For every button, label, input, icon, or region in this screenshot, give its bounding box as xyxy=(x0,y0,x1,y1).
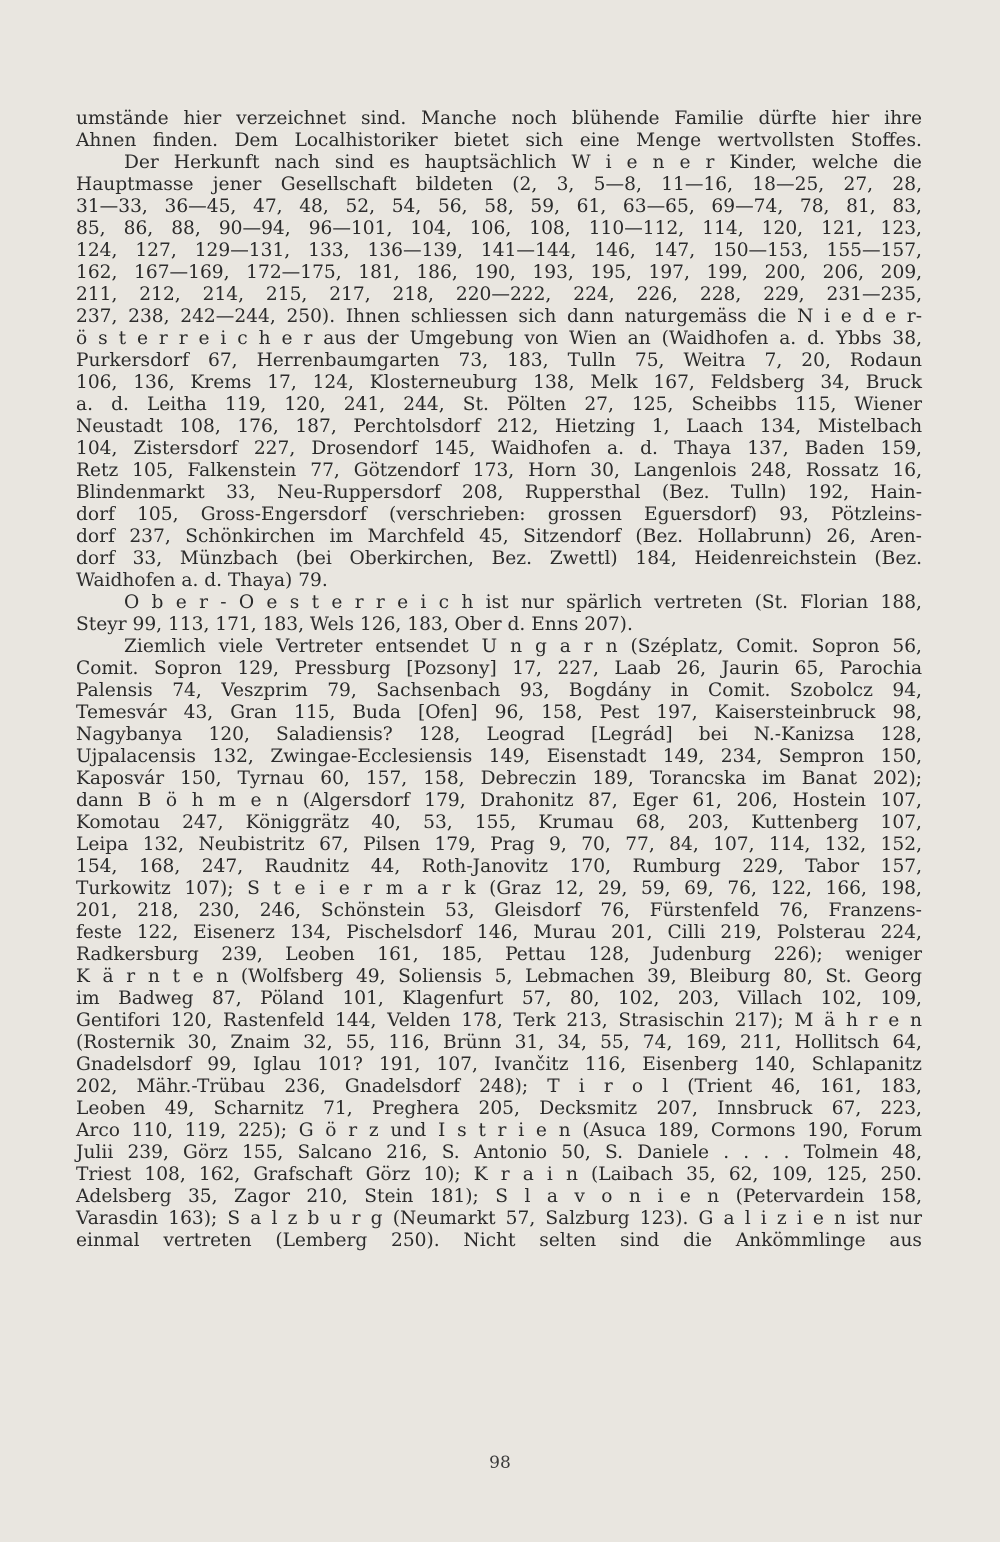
text-line: (Rosternik 30, Znaim 32, 55, 116, Brünn 31, 34, 55, 74, 169, 211, Hollitsch 64, xyxy=(76,1032,922,1053)
text-line: Waidhofen a. d. Thaya) 79. xyxy=(76,570,328,591)
text-line: Ujpalacensis 132, Zwingae-Ecclesiensis 149, Eisenstadt 149, 234, Sempron 150, xyxy=(76,746,923,767)
text-line: dann B ö h m e n (Algersdorf 179, Drahonitz 87, Eger 61, 206, Hostein 107, xyxy=(76,790,922,811)
text-line: im Badweg 87, Pöland 101, Klagenfurt 57, 80, 102, 203, Villach 102, 109, xyxy=(76,988,922,1009)
text-line: dorf 105, Gross-Engersdorf (verschrieben: grossen Eguersdorf) 93, Pötzleins- xyxy=(76,504,922,525)
text-line: K ä r n t e n (Wolfsberg 49, Soliensis 5, Lebmachen 39, Bleiburg 80, St. Georg xyxy=(76,966,923,987)
text-line: einmal vertreten (Lemberg 250). Nicht selten sind die Ankömmlinge aus xyxy=(76,1230,922,1251)
text-line: Temesvár 43, Gran 115, Buda [Ofen] 96, 158, Pest 197, Kaisersteinbruck 98, xyxy=(76,702,923,723)
text-line: 154, 168, 247, Raudnitz 44, Roth-Janovitz 170, Rumburg 229, Tabor 157, xyxy=(76,856,923,877)
text-line: Triest 108, 162, Grafschaft Görz 10); K r a i n (Laibach 35, 62, 109, 125, 250. xyxy=(76,1164,922,1185)
text-line: 31—33, 36—45, 47, 48, 52, 54, 56, 58, 59, 61, 63—65, 69—74, 78, 81, 83, xyxy=(76,196,922,217)
text-line: Radkersburg 239, Leoben 161, 185, Pettau 128, Judenburg 226); weniger xyxy=(76,944,922,965)
text-line: 211, 212, 214, 215, 217, 218, 220—222, 224, 226, 228, 229, 231—235, xyxy=(76,284,922,305)
text-line: Komotau 247, Königgrätz 40, 53, 155, Krumau 68, 203, Kuttenberg 107, xyxy=(76,812,922,833)
text-line: ö s t e r r e i c h e r aus der Umgebung von Wien an (Waidhofen a. d. Ybbs 38, xyxy=(76,328,922,349)
text-line: Ahnen finden. Dem Localhistoriker bietet sich eine Menge wertvollsten Stoffes. xyxy=(76,130,922,151)
text-line: Palensis 74, Veszprim 79, Sachsenbach 93, Bogdány in Comit. Szobolcz 94, xyxy=(76,680,922,701)
text-line: Julii 239, Görz 155, Salcano 216, S. Antonio 50, S. Daniele . . . . Tolmein 48, xyxy=(76,1142,922,1163)
text-line: Nagybanya 120, Saladiensis? 128, Leograd [Legrád] bei N.-Kanizsa 128, xyxy=(76,724,922,745)
text-line: Der Herkunft nach sind es hauptsächlich W i e n e r Kinder, welche die xyxy=(124,152,922,173)
text-line: Adelsberg 35, Zagor 210, Stein 181); S l a v o n i e n (Petervardein 158, xyxy=(76,1186,923,1207)
text-line: Retz 105, Falkenstein 77, Götzendorf 173, Horn 30, Langenlois 248, Rossatz 16, xyxy=(76,460,923,481)
text-line: Gnadelsdorf 99, Iglau 101? 191, 107, Ivančitz 116, Eisenberg 140, Schlapanitz xyxy=(76,1054,922,1075)
page-number: 98 xyxy=(489,1453,511,1473)
text-line: Hauptmasse jener Gesellschaft bildeten (2, 3, 5—8, 11—16, 18—25, 27, 28, xyxy=(76,174,923,195)
text-line: 85, 86, 88, 90—94, 96—101, 104, 106, 108, 110—112, 114, 120, 121, 123, xyxy=(76,218,922,239)
text-line: Neustadt 108, 176, 187, Perchtolsdorf 212, Hietzing 1, Laach 134, Mistelbach xyxy=(76,416,923,437)
text-line: 202, Mähr.-Trübau 236, Gnadelsdorf 248); T i r o l (Trient 46, 161, 183, xyxy=(76,1076,922,1097)
text-line: Blindenmarkt 33, Neu-Ruppersdorf 208, Ruppersthal (Bez. Tulln) 192, Hain- xyxy=(76,482,923,503)
text-line: 124, 127, 129—131, 133, 136—139, 141—144, 146, 147, 150—153, 155—157, xyxy=(76,240,922,261)
text-line: dorf 33, Münzbach (bei Oberkirchen, Bez. Zwettl) 184, Heidenreichstein (Bez. xyxy=(76,548,923,569)
text-line: Ziemlich viele Vertreter entsendet U n g a r n (Széplatz, Comit. Sopron 56, xyxy=(124,636,922,657)
text-line: Arco 110, 119, 225); G ö r z und I s t r i e n (Asuca 189, Cormons 190, Forum xyxy=(76,1120,923,1141)
text-line: feste 122, Eisenerz 134, Pischelsdorf 146, Murau 201, Cilli 219, Polsterau 224, xyxy=(76,922,922,943)
text-line: dorf 237, Schönkirchen im Marchfeld 45, Sitzendorf (Bez. Hollabrunn) 26, Aren- xyxy=(76,526,922,547)
body-text xyxy=(76,108,922,1252)
text-line: 162, 167—169, 172—175, 181, 186, 190, 193, 195, 197, 199, 200, 206, 209, xyxy=(76,262,923,283)
text-line: Leoben 49, Scharnitz 71, Preghera 205, Decksmitz 207, Innsbruck 67, 223, xyxy=(76,1098,922,1119)
text-line: Turkowitz 107); S t e i e r m a r k (Graz 12, 29, 59, 69, 76, 122, 166, 198, xyxy=(76,878,922,899)
text-line: 237, 238, 242—244, 250). Ihnen schliessen sich dann naturgemäss die N i e d e r- xyxy=(76,306,922,327)
text-line: umstände hier verzeichnet sind. Manche noch blühende Familie dürfte hier ihre xyxy=(76,108,922,129)
text-line: Kaposvár 150, Tyrnau 60, 157, 158, Debreczin 189, Torancska im Banat 202); xyxy=(76,768,922,789)
text-line: O b e r - O e s t e r r e i c h ist nur spärlich vertreten (St. Florian 188, xyxy=(124,592,922,613)
text-line: 104, Zistersdorf 227, Drosendorf 145, Waidhofen a. d. Thaya 137, Baden 159, xyxy=(76,438,922,459)
text-line: a. d. Leitha 119, 120, 241, 244, St. Pölten 27, 125, Scheibbs 115, Wiener xyxy=(76,394,923,415)
text-line: Leipa 132, Neubistritz 67, Pilsen 179, Prag 9, 70, 77, 84, 107, 114, 132, 152, xyxy=(76,834,922,855)
text-line: 106, 136, Krems 17, 124, Klosterneuburg 138, Melk 167, Feldsberg 34, Bruck xyxy=(76,372,923,393)
text-line: Steyr 99, 113, 171, 183, Wels 126, 183, Ober d. Enns 207). xyxy=(76,614,633,635)
text-line: 201, 218, 230, 246, Schönstein 53, Gleisdorf 76, Fürstenfeld 76, Franzens- xyxy=(76,900,922,921)
text-line: Purkersdorf 67, Herrenbaumgarten 73, 183, Tulln 75, Weitra 7, 20, Rodaun xyxy=(76,350,923,371)
text-line: Comit. Sopron 129, Pressburg [Pozsony] 17, 227, Laab 26, Jaurin 65, Parochia xyxy=(76,658,923,679)
text-line: Gentifori 120, Rastenfeld 144, Velden 178, Terk 213, Strasischin 217); M ä h r e n xyxy=(76,1010,922,1031)
text-line: Varasdin 163); S a l z b u r g (Neumarkt 57, Salzburg 123). G a l i z i e n ist nur xyxy=(76,1208,923,1229)
